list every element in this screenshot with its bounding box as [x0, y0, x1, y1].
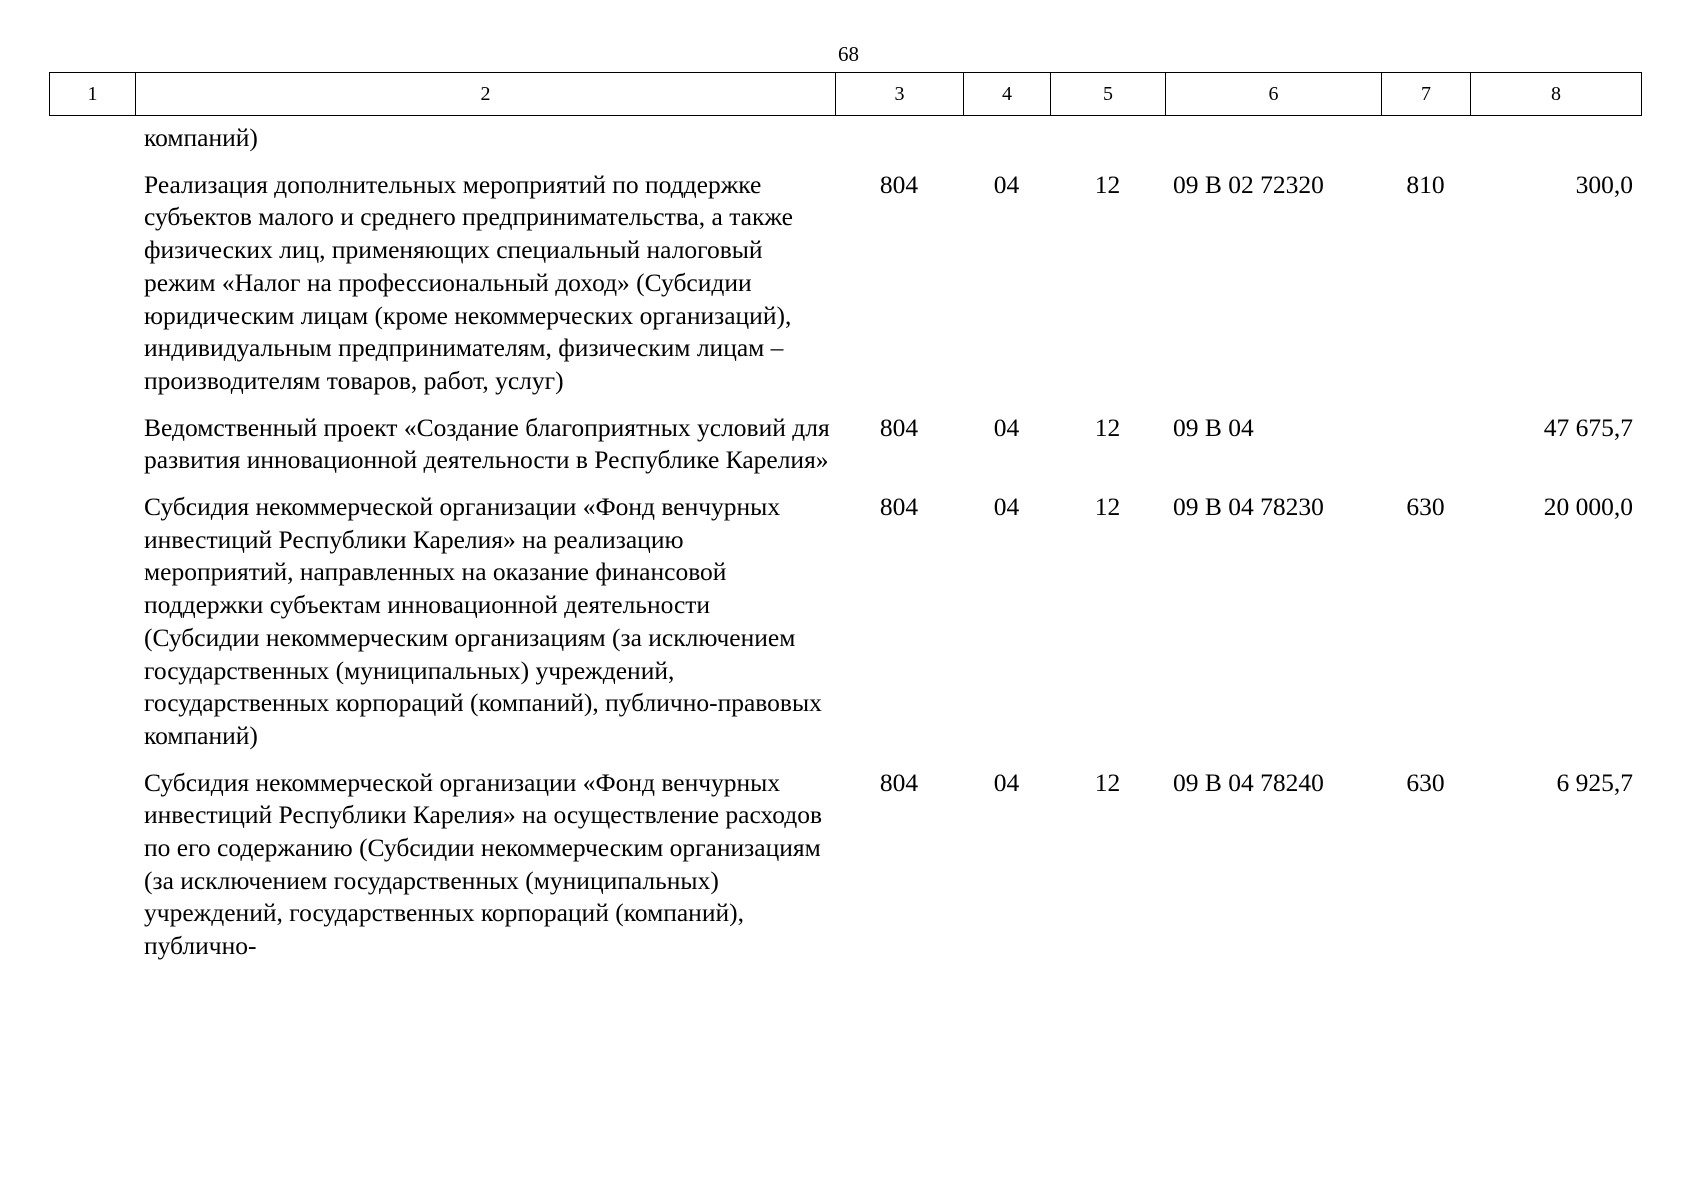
table-row: [49, 122, 1641, 155]
row-vedomstvo: 804: [879, 169, 919, 199]
column-header-2: 2: [136, 73, 836, 116]
column-header-table: [49, 72, 1642, 116]
row-csr: 09 В 02 72320: [1173, 169, 1324, 199]
column-header-row: [50, 73, 1642, 116]
row-vr: [1381, 122, 1470, 155]
table-row: [49, 767, 1641, 963]
row-podrazdel: 12: [1094, 169, 1121, 199]
table-body: [49, 122, 1641, 963]
column-header-1: 1: [50, 73, 136, 116]
row-razdel: 04: [993, 412, 1020, 442]
row-vr: 630: [1406, 767, 1445, 797]
table-row: [49, 169, 1641, 398]
column-header-5: 5: [1051, 73, 1166, 116]
row-razdel: 04: [993, 169, 1020, 199]
row-summa: 300,0: [1575, 169, 1633, 199]
row-razdel: 04: [993, 492, 1020, 522]
column-header-3: 3: [836, 73, 964, 116]
row-name: Субсидия некоммерческой организации «Фонд венчурных инвестиций Республики Карелия» на осуществление расходов по его содержанию (Субсидии некоммерческим организациям (за исключением государственных (муниципальных) учреждений, государственных корпораций (компаний), публично-: [144, 767, 822, 961]
column-header-7: 7: [1382, 73, 1471, 116]
row-name: Ведомственный проект «Создание благоприятных условий для развития инновационной деятельности в Республике Карелия»: [144, 412, 830, 475]
row-podrazdel: 12: [1094, 492, 1121, 522]
table-row: [49, 491, 1641, 753]
row-csr: [1165, 122, 1381, 155]
row-summa: [1470, 122, 1641, 155]
column-header-8: 8: [1471, 73, 1642, 116]
row-vr: [1381, 412, 1470, 477]
column-header-6: 6: [1166, 73, 1382, 116]
row-vedomstvo: 804: [879, 767, 919, 797]
row-summa: 47 675,7: [1543, 412, 1633, 442]
row-podrazdel: 12: [1094, 767, 1121, 797]
row-podrazdel: 12: [1094, 412, 1121, 442]
row-podrazdel: [1050, 122, 1165, 155]
row-vedomstvo: 804: [879, 412, 919, 442]
row-razdel: [963, 122, 1050, 155]
row-csr: 09 В 04: [1173, 412, 1254, 442]
row-vr: 630: [1406, 492, 1445, 522]
row-csr: 09 В 04 78240: [1173, 767, 1324, 797]
row-summa: 20 000,0: [1543, 492, 1633, 522]
row-razdel: 04: [993, 767, 1020, 797]
row-summa: 6 925,7: [1556, 767, 1633, 797]
row-vedomstvo: 804: [879, 492, 919, 522]
row-vedomstvo: [835, 122, 963, 155]
row-vr: 810: [1406, 169, 1445, 199]
row-name: Реализация дополнительных мероприятий по поддержке субъектов малого и среднего предпринимательства, а также физических лиц, применяющих специальный налоговый режим «Налог на профессиональный доход» (Субсидии юридическим лицам (кроме некоммерческих организаций), индивидуальным предпринимателям, физическим лицам – производителям товаров, работ, услуг): [144, 169, 793, 395]
column-header-4: 4: [964, 73, 1051, 116]
row-name: компаний): [144, 123, 258, 152]
row-csr: 09 В 04 78230: [1173, 492, 1324, 522]
row-name: Субсидия некоммерческой организации «Фонд венчурных инвестиций Республики Карелия» на реализацию мероприятий, направленных на оказание финансовой поддержки субъектам инновационной деятельности (Субсидии некоммерческим организациям (за исключением государственных (муниципальных) учреждений, государственных корпораций (компаний), публично-правовых компаний): [144, 492, 822, 750]
page-number: 68: [838, 42, 859, 66]
table-row: [49, 412, 1641, 477]
